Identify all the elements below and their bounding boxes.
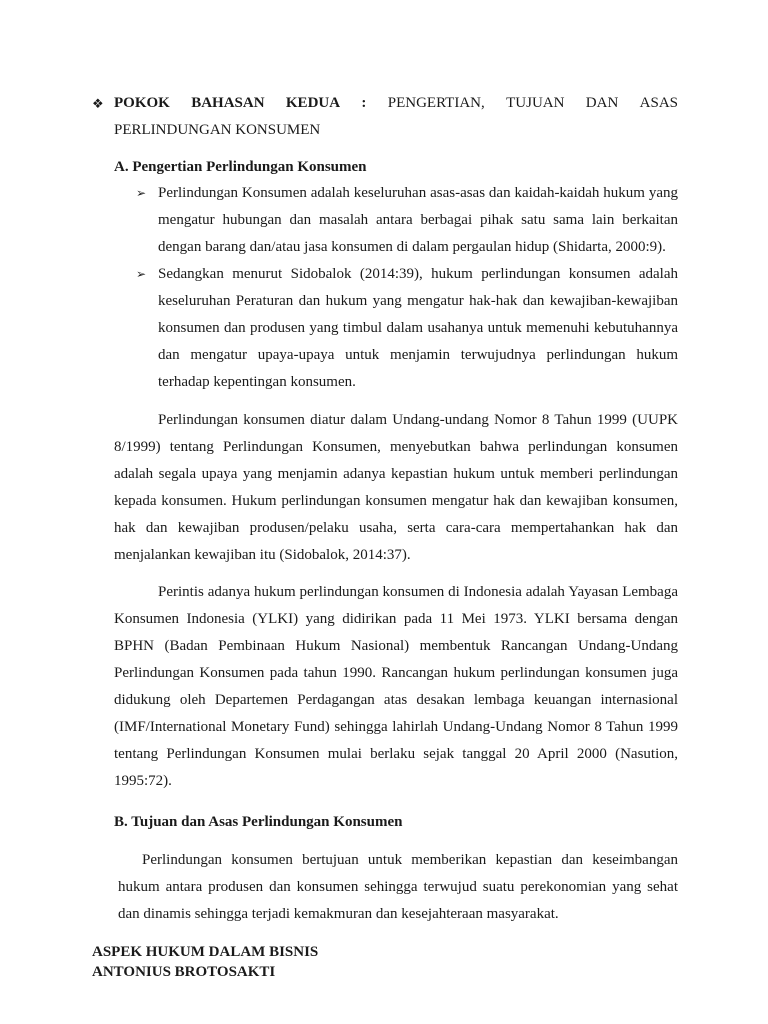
list-item [136, 180, 678, 261]
footer-line-1: ASPEK HUKUM DALAM BISNIS [92, 944, 319, 960]
main-heading [92, 90, 678, 144]
heading-word: TUJUAN [506, 95, 565, 111]
heading-word: POKOK [114, 95, 170, 111]
list-item-text: Sedangkan menurut Sidobalok (2014:39), hukum perlindungan konsumen adalah keseluruhan Peraturan dan hukum yang mengatur hak-hak dan kewajiban-kewajiban konsumen dan produsen yang timbul dalam usahanya untuk memenuhi kebutuhannya dan mengatur upaya-upaya untuk menjamin terwujudnya perlindungan hukum terhadap kepentingan konsumen. [158, 266, 678, 390]
heading-word: DAN [585, 95, 619, 111]
section-b-title: B. Tujuan dan Asas Perlindungan Konsumen [114, 814, 403, 830]
footer-line-2: ANTONIUS BROTOSAKTI [92, 964, 276, 980]
arrow-bullet-icon: ➢ [136, 186, 147, 200]
heading-word: BAHASAN [191, 95, 265, 111]
heading-line-2: PERLINDUNGAN KONSUMEN [114, 122, 321, 138]
list-item-text: Perlindungan Konsumen adalah keseluruhan asas-asas dan kaidah-kaidah hukum yang mengatur hubungan dan masalah antara berbagai pihak satu sama lain berkaitan dengan barang dan/atau jasa konsumen di dalam pergaulan hidup (Shidarta, 2000:9). [158, 185, 678, 255]
paragraph: Perintis adanya hukum perlindungan konsumen di Indonesia adalah Yayasan Lembaga Konsumen Indonesia (YLKI) yang didirikan pada 11 Mei 1973. YLKI bersama dengan BPHN (Badan Pembinaan Hukum Nasional) membentuk Rancangan Undang-Undang Perlindungan Konsumen pada tahun 1990. Rancangan hukum perlindungan konsumen juga didukung oleh Departemen Perdagangan atas desakan lembaga keuangan internasional (IMF/International Monetary Fund) sehingga lahirlah Undang-Undang Nomor 8 Tahun 1999 tentang Perlindungan Konsumen mulai berlaku sejak tanggal 20 April 2000 (Nasution, 1995:72). [114, 584, 678, 789]
heading-word: PENGERTIAN, [387, 95, 485, 111]
heading-word: ASAS [639, 95, 678, 111]
arrow-bullet-icon: ➢ [136, 267, 147, 281]
paragraph: Perlindungan konsumen bertujuan untuk memberikan kepastian dan keseimbangan hukum antara produsen dan konsumen sehingga terwujud suatu perekonomian yang sehat dan dinamis sehingga terjadi kemakmuran dan kesejahteraan masyarakat. [118, 852, 678, 922]
heading-line-1 [114, 90, 678, 117]
heading-word: : [361, 95, 367, 111]
footer [92, 942, 318, 982]
paragraph: Perlindungan konsumen diatur dalam Undang-undang Nomor 8 Tahun 1999 (UUPK 8/1999) tentang Perlindungan Konsumen, menyebutkan bahwa perlindungan konsumen adalah segala upaya yang menjamin adanya kepastian hukum untuk memberi perlindungan kepada konsumen. Hukum perlindungan konsumen mengatur hak dan kewajiban konsumen, hak dan kewajiban produsen/pelaku usaha, serta cara-cara mempertahankan hak dan menjalankan kewajiban itu (Sidobalok, 2014:37). [114, 412, 678, 563]
diamond-bullet-icon: ❖ [92, 96, 104, 111]
definition-list [136, 180, 678, 396]
list-item [136, 261, 678, 396]
heading-word: KEDUA [285, 95, 341, 111]
section-a-title: A. Pengertian Perlindungan Konsumen [114, 159, 367, 175]
